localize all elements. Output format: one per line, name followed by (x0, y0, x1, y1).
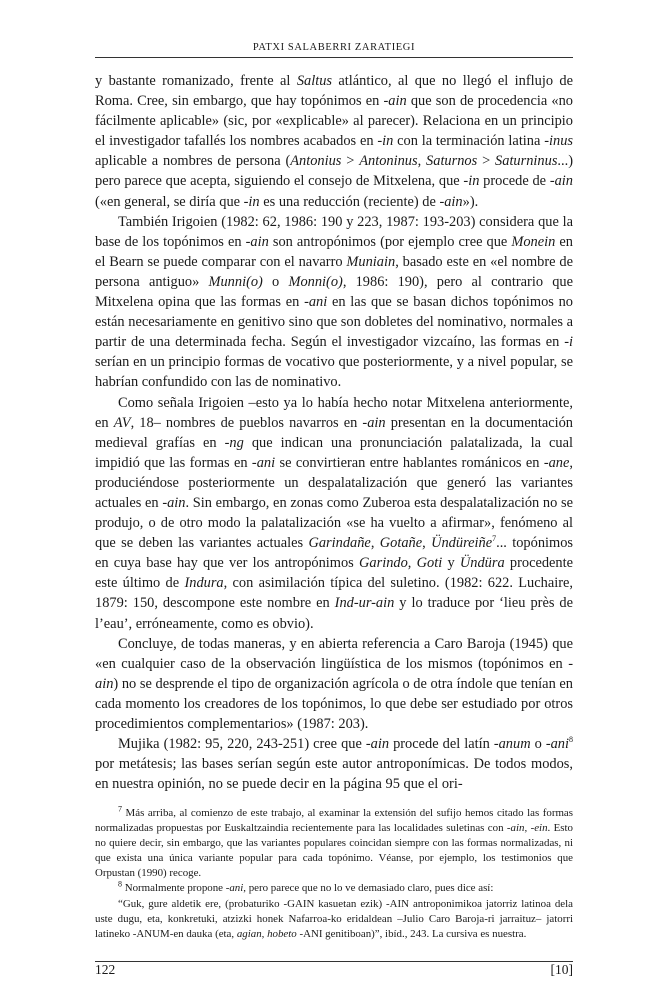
text-run: con la terminación latina (393, 133, 545, 150)
italic-text: -in (243, 193, 260, 210)
text-run: es una reducción (reciente) de (259, 193, 440, 210)
header-rule (95, 57, 573, 58)
italic-text: -in (377, 133, 394, 150)
italic-text: -ng (224, 434, 244, 451)
italic-text: Muniain (346, 253, 396, 270)
italic-text: -anum (493, 736, 531, 753)
text-run: > (341, 153, 360, 170)
text-run: son antropónimos (por ejemplo cree que (268, 233, 512, 250)
italic-text: Antoninus (359, 153, 418, 170)
italic-text: -ani (545, 736, 569, 753)
italic-text: -ain (549, 173, 573, 190)
italic-text: Garindo (359, 555, 408, 572)
footnote (95, 806, 573, 881)
italic-text: -ani (225, 882, 244, 895)
footer-rule (95, 961, 573, 962)
text-run: , (370, 535, 380, 552)
italic-text: Antonius (290, 153, 342, 170)
text-run: atlántico, al que no llegó el influjo de Roma. Cree, sin embargo, que hay topónimos en (95, 73, 574, 110)
italic-text: Ündüra (459, 555, 505, 572)
text-run: procede del latín (389, 736, 494, 753)
text-run: »). (462, 193, 479, 210)
footnote-marker: 7 (118, 804, 122, 814)
text-run: ...) pero parece que acepta, siguiendo el consejo de Mitxelena, que (95, 153, 574, 190)
italic-text: -ane (543, 454, 570, 471)
text-run: . Sin embargo, en zonas como Zuberoa esta despalatalización no se produjo, o de otro modo la palatalización «se ha vuelto a afirmar», fenómeno al que se deben las variantes actuales (95, 494, 573, 552)
text-run: , 1986: 190), pero al contrario que Mitxelena opina que las formas en (95, 273, 573, 311)
text-run: y lo traduce por ‘lieu près de l’eau’, erróneamente, como es obvio). (95, 595, 573, 632)
text-run: en las que se basan dichos topónimos no están necesariamente en genitivo sino que son dobletes del nominativo, normales a partir de una determinada fecha. Según el investigador vizcaíno, las formas en (95, 294, 573, 351)
text-run: presentan en la documentación medieval grafías en (95, 414, 573, 451)
text-run: , (422, 535, 432, 552)
italic-text: -inus (544, 133, 573, 150)
italic-text: AV (113, 414, 131, 431)
footnote (95, 881, 573, 896)
text-run: , 18– nombres de pueblos navarros en (130, 414, 363, 431)
italic-text: -ain (162, 494, 186, 511)
text-run: Más arriba, al comienzo de este trabajo, al examinar la extensión del sufijo hemos citado las formas normalizadas propuestas por Euskaltzaindia recientemente para las localidades suletinas con (95, 807, 573, 835)
italic-text: Ind-ur-ain (334, 595, 395, 612)
footnotes (95, 806, 573, 942)
running-head: PATXI SALABERRI ZARATIEGI (252, 42, 416, 53)
body-text (95, 71, 573, 794)
body-paragraph (95, 634, 573, 734)
text-run: Como señala Irigoien –esto ya lo había hecho notar Mitxelena anteriormente, en (95, 394, 573, 431)
text-run: o (530, 736, 546, 753)
text-run: > (477, 153, 496, 170)
italic-text: Goti (416, 555, 443, 572)
italic-text: Indura (184, 575, 224, 592)
text-run: “Guk, gure aldetik ere, (probaturiko -GAIN kasuetan ezik) -AIN antroponimikoa jatorriz latinoa dela uste dugu, eta, konkretuki, atzizki honek Nafarroa-ko eridaldean –Julio Caro Baroja-ri jarraituz– jatorri latineko -ANUM-en dauka (eta, (95, 897, 573, 940)
text-run: o (262, 273, 289, 290)
text-run: ... topónimos en cuya base hay que ver los antropónimos (95, 535, 574, 572)
italic-text: -ain (365, 736, 390, 753)
italic-text: -ain (95, 655, 573, 692)
italic-text: Garindañe (308, 535, 371, 552)
text-run: Normalmente propone (122, 882, 226, 895)
page-number: 122 (95, 962, 116, 977)
text-run: , pero parece que no lo ve demasiado claro, pues dice así: (243, 882, 494, 895)
body-paragraph (95, 212, 573, 393)
italic-text: -in (463, 173, 480, 190)
text-run: por metátesis; las bases serían según este autor antroponímicas. De todos modos, en nuestra opinión, no se puede decir en la página 95 que el ori- (95, 756, 573, 793)
text-run: y bastante romanizado, frente al (95, 73, 297, 89)
text-run: Mujika (1982: 95, 220, 243-251) cree que (118, 736, 366, 753)
italic-text: Gotañe (379, 535, 423, 552)
text-run: serían en un principio formas de vocativo que posteriormente, y a nivel popular, se habrían confundido con las de nominativo. (95, 354, 573, 391)
footnote-marker: 8 (118, 879, 122, 889)
text-run: en el Bearn se puede comparar con el navarro (95, 233, 573, 270)
italic-text: -ain, -ein (506, 822, 548, 835)
italic-text: Ündüreiñe (431, 535, 493, 552)
text-run: , (407, 555, 417, 572)
text-run: ) no se desprende el tipo de organización agrícola o de otra índole que tenían en cada momento los creadores de los topónimos, lo que debe ser estudiado por otros procedimientos complementarios» (1987: 203). (95, 675, 573, 732)
text-run: se convirtieran entre hablantes románicos en (275, 454, 544, 471)
text-run: procedente este último de (95, 555, 574, 592)
footnote-marker: 7 (492, 534, 497, 544)
body-paragraph (95, 393, 573, 634)
italic-text: -i (564, 334, 573, 351)
page-bracket-number: [10] (550, 962, 573, 977)
italic-text: -ain (245, 233, 269, 250)
text-run: que son de procedencia «no fácilmente aplicable» (sic, por «explicable» al parecer). Relaciona en un principio el investigador tafallés los nombres acabados en (95, 93, 573, 150)
text-run: También Irigoien (1982: 62, 1986: 190 y 223, 1987: 193-203) considera que la base de los topónimos en (95, 213, 573, 250)
text-run: aplicable a nombres de persona ( (95, 153, 291, 170)
italic-text: -ani (251, 454, 276, 471)
text-run: que indican una pronunciación palatalizada, la cual impidió que las formas en (95, 434, 573, 471)
italic-text: Munni(o) (208, 273, 263, 290)
text-run: y (442, 555, 460, 572)
italic-text: Saturnos (426, 153, 478, 170)
italic-text: -ain (439, 193, 463, 210)
text-run: , con asimilación típica del suletino. (1982: 622. Luchaire, 1879: 150, descompone este nombre en (95, 575, 573, 612)
text-run: , (417, 153, 427, 170)
italic-text: -ain (383, 93, 407, 110)
italic-text: -ani (304, 294, 328, 311)
italic-text: Saltus (296, 73, 332, 89)
footnote (95, 897, 573, 942)
body-paragraph (95, 71, 573, 212)
text-run: , produciéndose posteriormente un despalatalización que generó las variantes actuales en (95, 454, 573, 511)
italic-text: Monein (511, 233, 556, 250)
footnote-marker: 8 (569, 735, 573, 745)
text-run: («en general, se diría que (95, 193, 244, 210)
text-run: -ANI genitiboan)”, ibíd., 243. La cursiva es nuestra. (296, 927, 527, 940)
text-run: , basado este en «el nombre de persona antiguo» (95, 253, 573, 290)
italic-text: -ain (362, 414, 386, 431)
italic-text: Monni(o) (288, 273, 343, 290)
text-run: Concluye, de todas maneras, y en abierta referencia a Caro Baroja (1945) que «en cualquier caso de la observación lingüística de los mismos (topónimos en (95, 635, 573, 672)
text-run: procede de (479, 173, 550, 190)
italic-text: agian, hobeto (236, 927, 297, 940)
body-paragraph (95, 734, 573, 794)
text-run: . Esto no quiere decir, sin embargo, que las variantes populares coincidan siempre con las formas normalizadas, ni que exista una única variante popular para cada topónimo. Véanse, por ejemplo, los testimonios que Orpustan (1990) recoge. (95, 822, 573, 880)
italic-text: Saturninus (495, 153, 558, 170)
